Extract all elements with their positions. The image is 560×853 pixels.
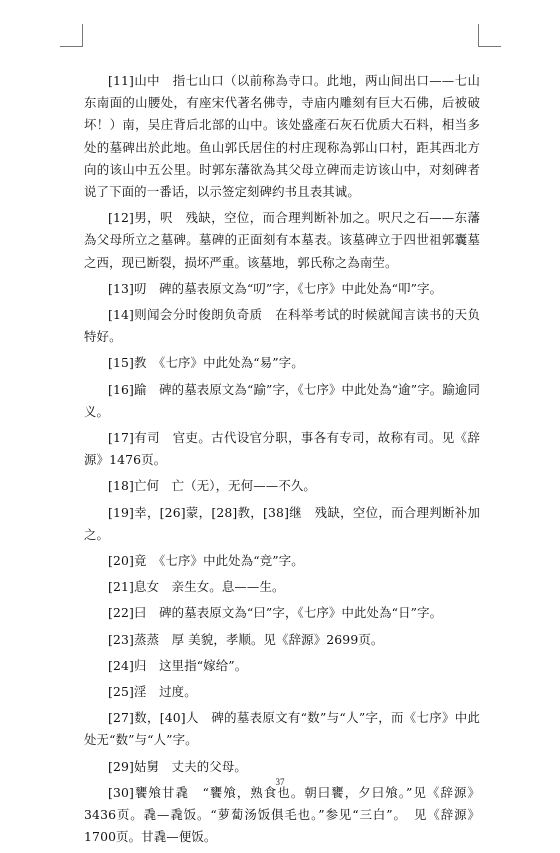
crop-mark-top-right <box>478 24 501 47</box>
note-19: [19]幸，[26]蒙，[28]教，[38]继 残缺，空位，而合理判断补加之。 <box>84 504 480 542</box>
note-29: [29]姑舅 丈夫的父母。 <box>108 758 247 774</box>
annotation-notes <box>84 70 480 853</box>
page-number: 37 <box>275 777 285 787</box>
note-17: [17]有司 官吏。古代设官分职，事各有专司，故称有司。见《辞源》1476页。 <box>84 430 480 468</box>
crop-mark-top-left <box>60 24 83 47</box>
note-20: [20]竟 《七序》中此处為“竞”字。 <box>108 553 304 569</box>
note-23: [23]蒸蒸 厚 美貌，孝顺。见《辞源》2699页。 <box>108 631 384 647</box>
note-15: [15]教 《七序》中此处為“易”字。 <box>108 355 304 371</box>
note-16: [16]踰 碑的墓表原文為“踰”字，《七序》中此处為“逾”字。踰逾同义。 <box>84 381 480 419</box>
note-13: [13]叨 碑的墓表原文為“叨”字，《七序》中此处為“叩”字。 <box>108 280 443 296</box>
note-30: [30]饔飧甘毳 “饔飧，熟食也。朝曰饔，夕曰飧。”见《辞源》3436页。毳—毳饭。“萝蔔汤饭俱毛也。”参见“三白”。 见《辞源》1700页。甘毳—便饭。 <box>84 784 480 845</box>
note-14: [14]则闻会分时俊朗负奇质 在科举考试的时候就闻言读书的天负特好。 <box>84 307 480 345</box>
note-22: [22]曰 碑的墓表原文為“曰”字，《七序》中此处為“日”字。 <box>108 605 443 621</box>
note-12: [12]男，呎 残缺，空位，而合理判断补加之。呎尺之石——东藩為父母所立之墓碑。墓碑的正面刻有本墓表。该墓碑立于四世祖郭囊墓之西，现已断裂，损坏严重。该墓地，郭氏称之為南茔。 <box>84 210 480 270</box>
note-21: [21]息女 亲生女。息——生。 <box>108 579 285 595</box>
note-27: [27]数，[40]人 碑的墓表原文有“数”与“人”字，而《七序》中此处无“数”与“人”字。 <box>84 710 480 748</box>
note-24: [24]归 这里指“嫁给”。 <box>108 657 248 673</box>
note-18: [18]亡何 亡（无），无何——不久。 <box>108 478 316 494</box>
note-11: [11]山中 指七山口（以前称為寺口。此地，两山间出口——七山东南面的山腰处，有座宋代著名佛寺，寺庙内雕刻有巨大石佛，后被破坏！）南，吴庄背后北部的山中。该处盛產石灰石优质大石料，相当多处的墓碑出於此地。鱼山郭氏居住的村庄现称為郭山口村，距其西北方向的该山中五公里。时郭东藩欲為其父母立碑而走访该山中，对刻碑者说了下面的一番话，以示签定刻碑约书且表其诚。 <box>84 73 480 200</box>
note-25: [25]淫 过度。 <box>108 684 197 700</box>
